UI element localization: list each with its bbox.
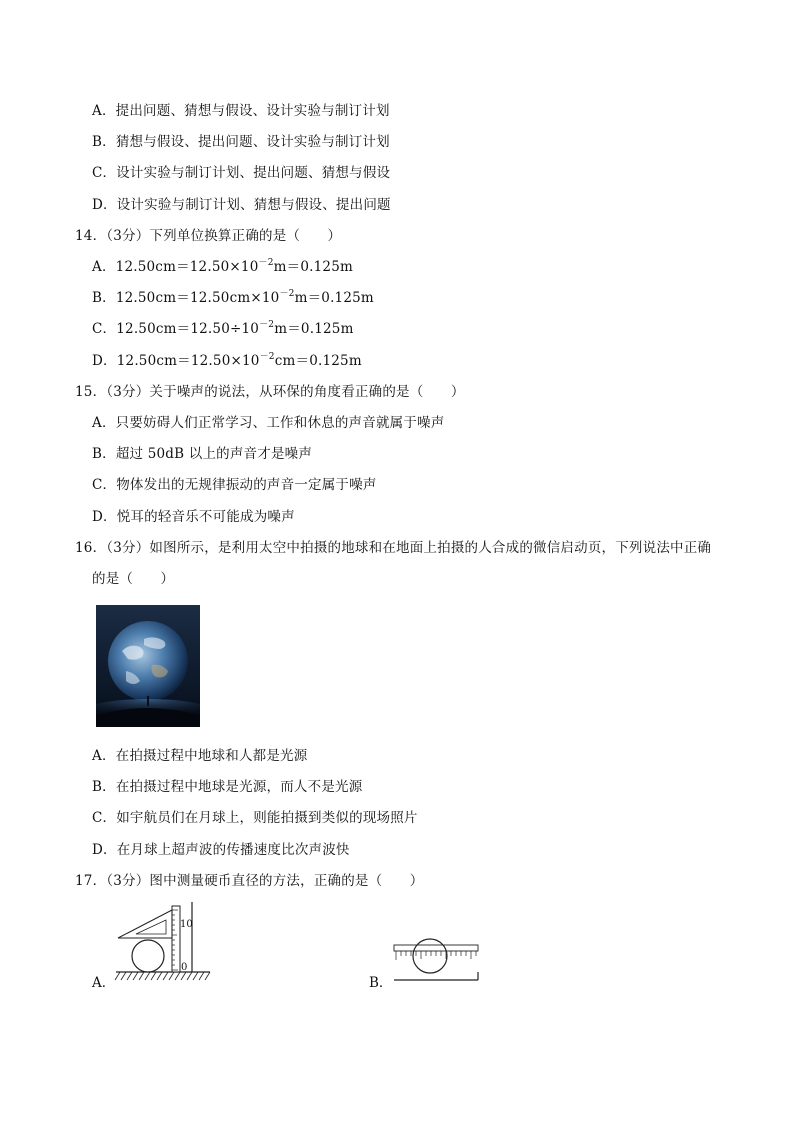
q15-option-b: B．超过 50dB 以上的声音才是噪声 [92,446,313,462]
q16-option-a: A．在拍摄过程中地球和人都是光源 [92,748,308,764]
q16-stem-line2: 的是（ ） [92,571,175,587]
q14-option-b: B．$12.50cm=12.50cm\times 10^{-2}m=0.125m$ [92,289,374,306]
q14-option-d: D．$12.50cm=12.50\times 10^{-2}cm=0.125m$ [92,352,362,369]
q16-option-d: D．在月球上超声波的传播速度比次声波快 [92,842,350,858]
q13-option-a: A．提出问题、猜想与假设、设计实验与制订计划 [92,103,390,119]
q16-option-b: B．在拍摄过程中地球是光源，而人不是光源 [92,779,363,795]
q15-option-d: D．悦耳的轻音乐不可能成为噪声 [92,509,295,525]
q17-figure-b-label: B． [369,975,393,991]
q16-stem-line1: 16．（3分）如图所示，是利用太空中拍摄的地球和在地面上拍摄的人合成的微信启动页，下列说法中正确 [75,540,712,556]
q13-option-c: C．设计实验与制订计划、提出问题、猜想与假设 [92,165,391,181]
q15-stem: 15．（3分）关于噪声的说法，从环保的角度看正确的是（ ） [75,384,465,400]
q17-figure-a-label: A． [92,975,116,991]
q15-option-a: A．只要妨碍人们正常学习、工作和休息的声音就属于噪声 [92,415,445,431]
q16-option-c: C．如宇航员们在月球上，则能拍摄到类似的现场照片 [92,810,418,826]
q15-option-c: C．物体发出的无规律振动的声音一定属于噪声 [92,477,377,493]
q13-option-d: D．设计实验与制订计划、猜想与假设、提出问题 [92,197,391,213]
person-silhouette [147,698,149,706]
q17-figure-b [390,932,482,984]
q17-figure-a [112,900,216,984]
q17-stem: 17．（3分）图中测量硬币直径的方法，正确的是（ ） [75,873,424,889]
ruler-label-10: 10 [180,919,193,930]
q13-option-b: B．猜想与假设、提出问题、设计实验与制订计划 [92,134,390,150]
earth-startup-image [96,605,200,727]
ruler-label-0: 0 [181,962,188,973]
q14-option-c: C．$12.50cm=12.50\div 10^{-2}m=0.125m$ [92,320,354,337]
coin [132,940,164,972]
coin [413,939,447,973]
q14-option-a: A．$12.50cm=12.50\times 10^{-2}m=0.125m$ [92,258,354,275]
earth-globe [108,621,188,701]
q14-stem: 14．（3分）下列单位换算正确的是（ ） [75,228,342,244]
